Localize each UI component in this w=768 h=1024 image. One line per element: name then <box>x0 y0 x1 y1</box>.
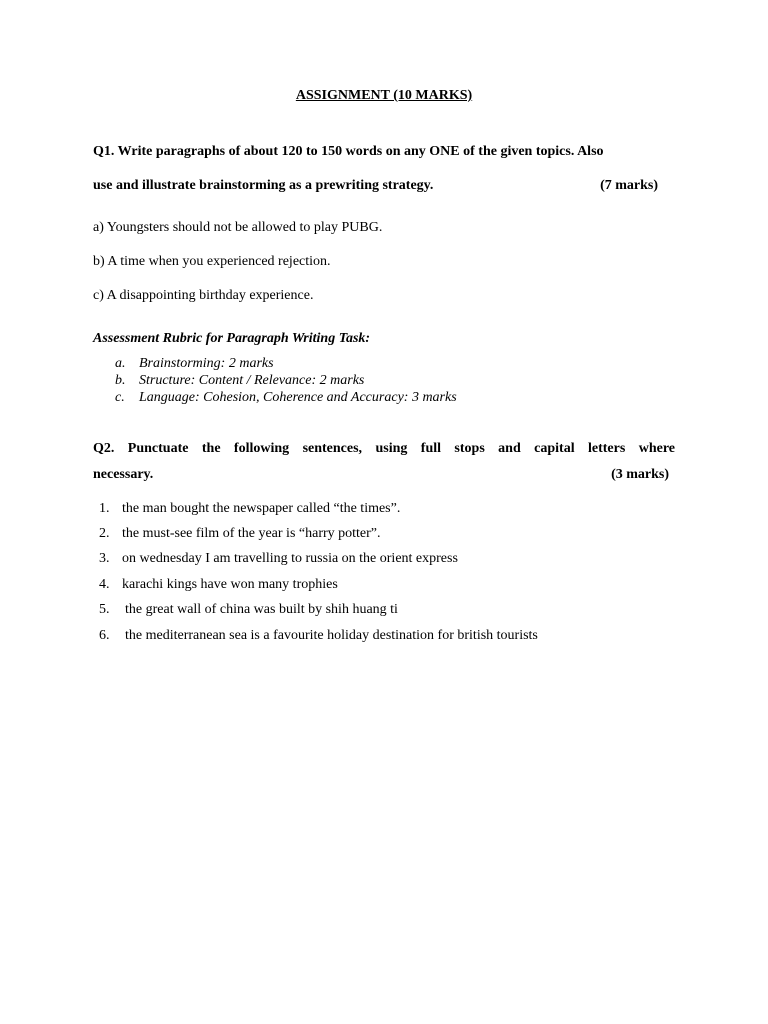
sentence-number: 5. <box>99 602 110 617</box>
q1-topic-c: c) A disappointing birthday experience. <box>93 288 314 303</box>
assignment-title: ASSIGNMENT (10 MARKS) <box>295 88 473 103</box>
sentence-text: the great wall of china was built by shih huang ti <box>125 602 398 617</box>
sentence-text: the man bought the newspaper called “the times”. <box>122 501 401 516</box>
sentence-text: on wednesday I am travelling to russia on the orient express <box>122 551 458 566</box>
rubric-item-text: Brainstorming: 2 marks <box>139 356 274 371</box>
q2-prompt-line-2: necessary. <box>93 467 154 482</box>
q1-prompt-line-2: use and illustrate brainstorming as a prewriting strategy. <box>93 178 434 193</box>
rubric-item-marker: b. <box>115 373 126 388</box>
rubric-item-marker: c. <box>115 390 125 405</box>
rubric-item-marker: a. <box>115 356 126 371</box>
rubric-item-text: Language: Cohesion, Coherence and Accuracy: 3 marks <box>139 390 457 405</box>
q1-topic-b: b) A time when you experienced rejection. <box>93 254 331 269</box>
sentence-number: 2. <box>99 526 110 541</box>
q1-topic-a: a) Youngsters should not be allowed to play PUBG. <box>93 220 383 235</box>
q1-prompt-line-1: Q1. Write paragraphs of about 120 to 150 words on any ONE of the given topics. Also <box>93 144 604 159</box>
sentence-text: karachi kings have won many trophies <box>122 577 338 592</box>
rubric-heading: Assessment Rubric for Paragraph Writing Task: <box>93 331 371 346</box>
q1-marks: (7 marks) <box>600 178 658 193</box>
sentence-text: the must-see film of the year is “harry potter”. <box>122 526 381 541</box>
sentence-number: 6. <box>99 628 110 643</box>
sentence-number: 4. <box>99 577 110 592</box>
rubric-item-text: Structure: Content / Relevance: 2 marks <box>139 373 365 388</box>
q2-marks: (3 marks) <box>611 467 669 482</box>
sentence-number: 1. <box>99 501 110 516</box>
sentence-number: 3. <box>99 551 110 566</box>
q2-prompt-line-1: Q2. Punctuate the following sentences, using full stops and capital letters where <box>93 441 675 456</box>
sentence-text: the mediterranean sea is a favourite holiday destination for british tourists <box>125 628 538 643</box>
